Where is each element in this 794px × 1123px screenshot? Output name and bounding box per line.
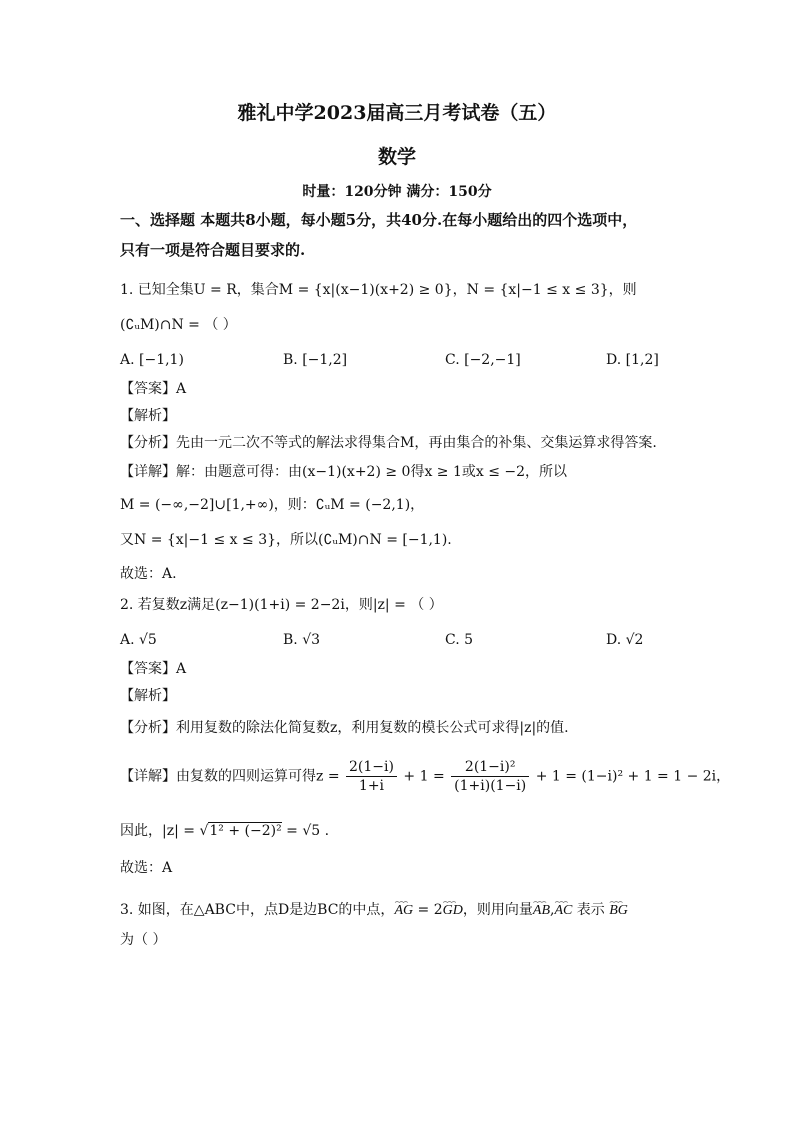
q2-option-c: C. 5 — [445, 632, 474, 648]
q2-choose: 故选：A — [120, 860, 173, 876]
section-heading-line1: 一、选择题 本题共8小题，每小题5分，共40分.在每小题给出的四个选项中， — [120, 211, 638, 229]
q1-option-c: C. [−2,−1] — [445, 352, 521, 368]
q1-stem-line1: 1. 已知全集U = R，集合M = {x|(x−1)(x+2) ≥ 0}，N = {x|−1 ≤ x ≤ 3}，则 — [120, 282, 637, 298]
q2-therefore-radicand: 1² + (−2)² — [209, 823, 282, 839]
q2-fraction-2-numerator: 2(1−i)² — [451, 758, 529, 777]
q1-detail-line2: M = (−∞,−2]∪[1,+∞)，则：∁ᵤM = (−2,1)， — [120, 497, 425, 513]
q1-answer: 【答案】A — [120, 381, 187, 397]
q1-choose: 故选：A. — [120, 566, 177, 582]
vector-gd: ⌢⌢⌢ GD — [443, 901, 463, 921]
q1-option-b: B. [−1,2] — [283, 352, 348, 368]
q2-option-b: B. √3 — [283, 632, 321, 648]
q2-fraction-1 — [346, 758, 397, 795]
q3-comma: , — [550, 902, 555, 918]
section-heading-line2: 只有一项是符合题目要求的. — [120, 241, 306, 259]
exam-title: 雅礼中学2023届高三月考试卷（五） — [237, 102, 557, 124]
sqrt-symbol-icon: √ — [199, 823, 209, 839]
q2-therefore-line — [120, 821, 329, 841]
q1-detail-line1: 【详解】解：由题意可得：由(x−1)(x+2) ≥ 0得x ≥ 1或x ≤ −2，所以 — [120, 464, 568, 480]
q2-fraction-1-numerator: 2(1−i) — [346, 758, 397, 777]
q2-analysis-label: 【解析】 — [120, 688, 176, 704]
q2-fraction-2 — [451, 758, 529, 795]
q3-stem-mid2: 表示 — [572, 902, 610, 918]
q1-fenxi: 【分析】先由一元二次不等式的解法求得集合M，再由集合的补集、交集运算求得答案. — [120, 435, 657, 451]
q1-stem-line2: (∁ᵤM)∩N = （ ） — [120, 317, 237, 333]
q2-fraction-1-denominator: 1+i — [358, 778, 385, 794]
q2-option-d: D. √2 — [606, 632, 644, 648]
q2-fraction-2-denominator: (1+i)(1−i) — [454, 778, 527, 794]
q2-stem: 2. 若复数z满足(z−1)(1+i) = 2−2i，则|z| = （ ） — [120, 597, 443, 613]
q1-detail-line3: 又N = {x|−1 ≤ x ≤ 3}，所以(∁ᵤM)∩N = [−1,1). — [120, 532, 452, 548]
q2-fenxi: 【分析】利用复数的除法化简复数z，利用复数的模长公式可求得|z|的值. — [120, 720, 569, 736]
vector-ab: ⌢⌢⌢ AB — [533, 901, 550, 921]
q2-answer: 【答案】A — [120, 661, 187, 677]
q3-stem-line2: 为（ ） — [120, 932, 167, 948]
q3-eq: = 2 — [413, 902, 443, 918]
q1-option-a: A. [−1,1) — [120, 352, 184, 368]
q1-option-d: D. [1,2] — [606, 352, 659, 368]
q2-detail-mid: + 1 = — [403, 768, 445, 785]
q2-detail-prefix: 【详解】由复数的四则运算可得z = — [120, 768, 340, 785]
q2-option-a: A. √5 — [120, 632, 157, 648]
q2-therefore-tail: = √5 . — [286, 823, 330, 839]
vector-bg: ⌢⌢⌢ BG — [609, 901, 628, 921]
q3-stem-mid: ，则用向量 — [462, 902, 533, 918]
time-score-line: 时量：120分钟 满分：150分 — [302, 184, 492, 200]
q3-stem-prefix: 3. 如图，在△ABC中，点D是边BC的中点， — [120, 902, 395, 918]
q3-stem-line1 — [120, 900, 628, 921]
q1-analysis-label: 【解析】 — [120, 408, 176, 424]
q2-detail-tail: + 1 = (1−i)² + 1 = 1 − 2i， — [535, 768, 731, 785]
q2-therefore-prefix: 因此，|z| = — [120, 823, 195, 839]
vector-ac: ⌢⌢⌢ AC — [554, 901, 572, 921]
vector-ag: ⌢⌢⌢ AG — [394, 901, 413, 921]
q2-detail-line — [120, 758, 730, 795]
subject-title: 数学 — [377, 146, 416, 168]
